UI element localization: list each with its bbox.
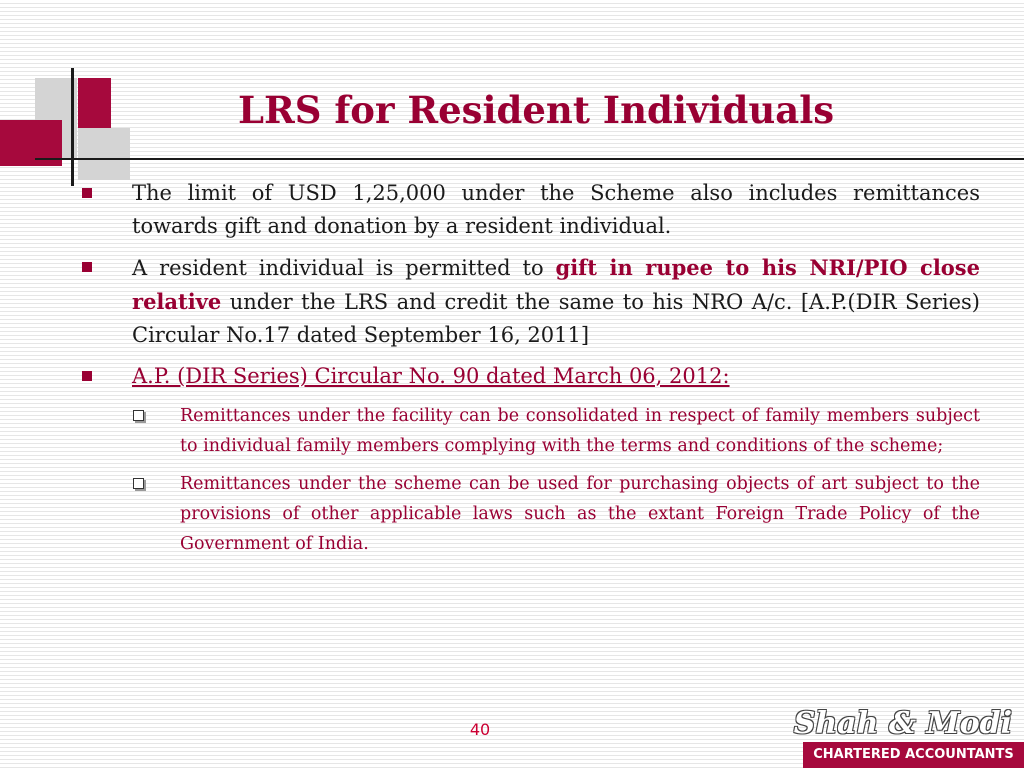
slide-content [80, 177, 980, 567]
firm-tagline-band: CHARTERED ACCOUNTANTS [803, 742, 1024, 768]
sub-bullet-text: Remittances under the scheme can be used for purchasing objects of art subject to the provisions of other applicable laws such as the extant Foreign Trade Policy of the Government of India. [180, 474, 980, 554]
bullet-text: under the LRS and credit the same to his NRO A/c. [A.P.(DIR Series) Circular No.17 dated September 16, 2011] [132, 290, 980, 347]
firm-logo: Shah & Modi [793, 706, 1012, 741]
decor-vertical-line [71, 68, 74, 186]
bullet-text: The limit of USD 1,25,000 under the Scheme also includes remittances towards gift and donation by a resident individual. [132, 181, 980, 238]
slide-title: LRS for Resident Individuals [238, 88, 835, 132]
sub-bullet-item [80, 401, 980, 461]
sub-bullet-text: Remittances under the facility can be consolidated in respect of family members subject to individual family members complying with the terms and conditions of the scheme; [180, 406, 980, 456]
title-divider-line [35, 158, 1024, 160]
bullet-item [80, 360, 980, 393]
page-number: 40 [469, 720, 491, 739]
square-bullet-icon [82, 262, 92, 272]
sub-bullet-item [80, 469, 980, 559]
circular-link[interactable]: A.P. (DIR Series) Circular No. 90 dated March 06, 2012: [132, 364, 730, 388]
bullet-text: A resident individual is permitted to [132, 256, 556, 280]
bullet-item [80, 177, 980, 243]
checkbox-bullet-icon [133, 410, 144, 421]
bullet-emphasis: gift in rupee to his NRI/PIO close relative [132, 255, 980, 314]
square-bullet-icon [82, 188, 92, 198]
decor-red-square-top [78, 78, 111, 128]
checkbox-bullet-icon [133, 478, 144, 489]
decor-gray-square-right [78, 128, 130, 180]
square-bullet-icon [82, 371, 92, 381]
bullet-item [80, 251, 980, 352]
